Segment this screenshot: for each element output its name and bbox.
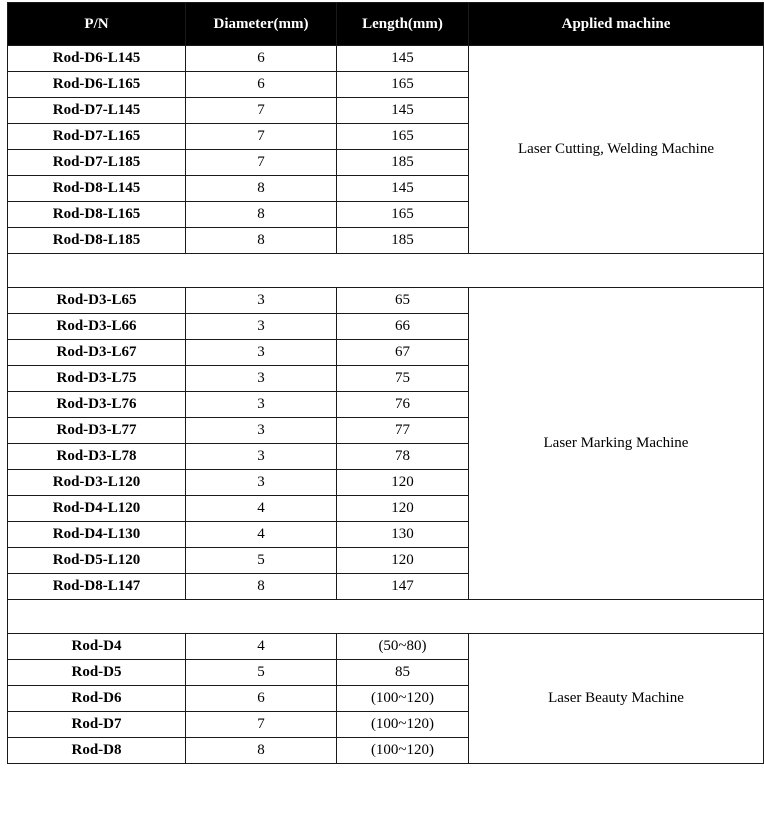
length-cell: 145 bbox=[337, 176, 469, 202]
table-row bbox=[8, 634, 764, 660]
length-cell: 147 bbox=[337, 574, 469, 600]
pn-cell: Rod-D3-L77 bbox=[8, 418, 186, 444]
pn-cell: Rod-D8-L145 bbox=[8, 176, 186, 202]
spacer-cell bbox=[8, 600, 764, 634]
pn-cell: Rod-D6-L145 bbox=[8, 46, 186, 72]
length-cell: 77 bbox=[337, 418, 469, 444]
diameter-cell: 3 bbox=[186, 470, 337, 496]
length-cell: 78 bbox=[337, 444, 469, 470]
diameter-cell: 3 bbox=[186, 444, 337, 470]
pn-cell: Rod-D3-L120 bbox=[8, 470, 186, 496]
pn-cell: Rod-D4-L120 bbox=[8, 496, 186, 522]
pn-cell: Rod-D8 bbox=[8, 738, 186, 764]
diameter-cell: 4 bbox=[186, 522, 337, 548]
length-cell: 165 bbox=[337, 202, 469, 228]
length-cell: 76 bbox=[337, 392, 469, 418]
diameter-cell: 4 bbox=[186, 634, 337, 660]
diameter-cell: 3 bbox=[186, 314, 337, 340]
diameter-cell: 8 bbox=[186, 176, 337, 202]
length-cell: 165 bbox=[337, 124, 469, 150]
diameter-cell: 7 bbox=[186, 124, 337, 150]
pn-cell: Rod-D6 bbox=[8, 686, 186, 712]
applied-machine-cell: Laser Marking Machine bbox=[469, 288, 764, 600]
pn-cell: Rod-D5 bbox=[8, 660, 186, 686]
length-cell: 165 bbox=[337, 72, 469, 98]
pn-cell: Rod-D6-L165 bbox=[8, 72, 186, 98]
pn-cell: Rod-D8-L165 bbox=[8, 202, 186, 228]
pn-cell: Rod-D4 bbox=[8, 634, 186, 660]
pn-cell: Rod-D7-L185 bbox=[8, 150, 186, 176]
length-cell: 75 bbox=[337, 366, 469, 392]
diameter-cell: 3 bbox=[186, 392, 337, 418]
diameter-cell: 3 bbox=[186, 340, 337, 366]
group-separator-row bbox=[8, 254, 764, 288]
applied-machine-cell: Laser Beauty Machine bbox=[469, 634, 764, 764]
diameter-cell: 8 bbox=[186, 738, 337, 764]
header-length: Length(mm) bbox=[337, 3, 469, 46]
diameter-cell: 5 bbox=[186, 548, 337, 574]
length-cell: 120 bbox=[337, 496, 469, 522]
table-row bbox=[8, 288, 764, 314]
diameter-cell: 8 bbox=[186, 228, 337, 254]
pn-cell: Rod-D3-L65 bbox=[8, 288, 186, 314]
spacer-cell bbox=[8, 254, 764, 288]
applied-machine-cell: Laser Cutting, Welding Machine bbox=[469, 46, 764, 254]
length-cell: (50~80) bbox=[337, 634, 469, 660]
pn-cell: Rod-D3-L78 bbox=[8, 444, 186, 470]
length-cell: 65 bbox=[337, 288, 469, 314]
rod-spec-table bbox=[7, 2, 764, 764]
length-cell: (100~120) bbox=[337, 686, 469, 712]
pn-cell: Rod-D8-L147 bbox=[8, 574, 186, 600]
diameter-cell: 7 bbox=[186, 712, 337, 738]
diameter-cell: 6 bbox=[186, 46, 337, 72]
length-cell: 66 bbox=[337, 314, 469, 340]
pn-cell: Rod-D8-L185 bbox=[8, 228, 186, 254]
length-cell: 85 bbox=[337, 660, 469, 686]
length-cell: 185 bbox=[337, 150, 469, 176]
pn-cell: Rod-D5-L120 bbox=[8, 548, 186, 574]
diameter-cell: 8 bbox=[186, 574, 337, 600]
length-cell: 185 bbox=[337, 228, 469, 254]
diameter-cell: 5 bbox=[186, 660, 337, 686]
length-cell: (100~120) bbox=[337, 712, 469, 738]
diameter-cell: 3 bbox=[186, 366, 337, 392]
length-cell: 120 bbox=[337, 470, 469, 496]
pn-cell: Rod-D7-L145 bbox=[8, 98, 186, 124]
table-row bbox=[8, 46, 764, 72]
header-pn: P/N bbox=[8, 3, 186, 46]
pn-cell: Rod-D3-L66 bbox=[8, 314, 186, 340]
length-cell: (100~120) bbox=[337, 738, 469, 764]
pn-cell: Rod-D4-L130 bbox=[8, 522, 186, 548]
group-separator-row bbox=[8, 600, 764, 634]
diameter-cell: 3 bbox=[186, 418, 337, 444]
diameter-cell: 8 bbox=[186, 202, 337, 228]
pn-cell: Rod-D3-L76 bbox=[8, 392, 186, 418]
length-cell: 145 bbox=[337, 98, 469, 124]
diameter-cell: 6 bbox=[186, 72, 337, 98]
pn-cell: Rod-D3-L75 bbox=[8, 366, 186, 392]
diameter-cell: 3 bbox=[186, 288, 337, 314]
diameter-cell: 6 bbox=[186, 686, 337, 712]
length-cell: 145 bbox=[337, 46, 469, 72]
pn-cell: Rod-D7 bbox=[8, 712, 186, 738]
length-cell: 120 bbox=[337, 548, 469, 574]
length-cell: 67 bbox=[337, 340, 469, 366]
pn-cell: Rod-D7-L165 bbox=[8, 124, 186, 150]
header-diameter: Diameter(mm) bbox=[186, 3, 337, 46]
length-cell: 130 bbox=[337, 522, 469, 548]
header-applied-machine: Applied machine bbox=[469, 3, 764, 46]
diameter-cell: 7 bbox=[186, 150, 337, 176]
pn-cell: Rod-D3-L67 bbox=[8, 340, 186, 366]
diameter-cell: 4 bbox=[186, 496, 337, 522]
header-row bbox=[8, 3, 764, 46]
diameter-cell: 7 bbox=[186, 98, 337, 124]
